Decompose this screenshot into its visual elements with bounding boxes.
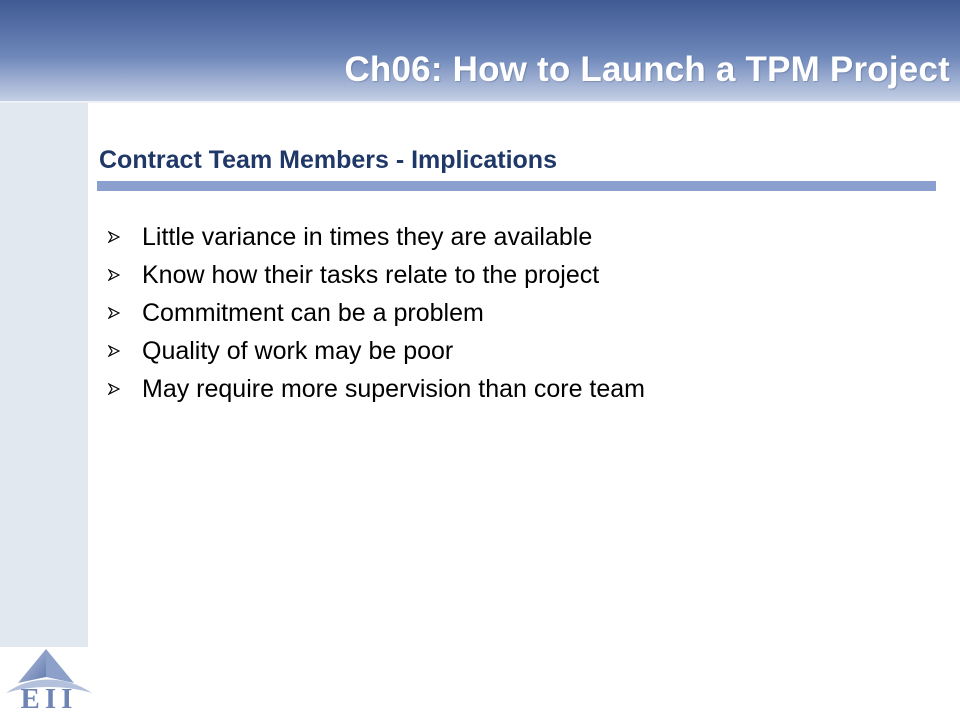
left-sidebar-bar <box>0 103 88 647</box>
arrowhead-icon <box>108 269 142 281</box>
bullet-text: May require more supervision than core team <box>142 374 646 403</box>
bullet-text: Quality of work may be poor <box>142 336 454 365</box>
bullet-text: Little variance in times they are available <box>142 222 593 251</box>
arrowhead-icon <box>108 383 142 395</box>
logo-text: EII <box>20 683 78 715</box>
section-title: Contract Team Members - Implications <box>99 146 557 174</box>
arrowhead-icon <box>108 307 142 319</box>
arrowhead-icon <box>108 345 142 357</box>
header-divider <box>0 101 960 103</box>
bullet-item <box>108 370 645 408</box>
section-rule <box>97 181 936 191</box>
arrowhead-icon <box>108 231 142 243</box>
bullet-text: Know how their tasks relate to the project <box>142 260 600 289</box>
bullet-list <box>108 218 645 408</box>
bullet-text: Commitment can be a problem <box>142 298 484 327</box>
bullet-item <box>108 256 645 294</box>
bullet-item <box>108 294 645 332</box>
chapter-title: Ch06: How to Launch a TPM Project <box>344 50 950 89</box>
bullet-item <box>108 332 645 370</box>
bullet-item <box>108 218 645 256</box>
